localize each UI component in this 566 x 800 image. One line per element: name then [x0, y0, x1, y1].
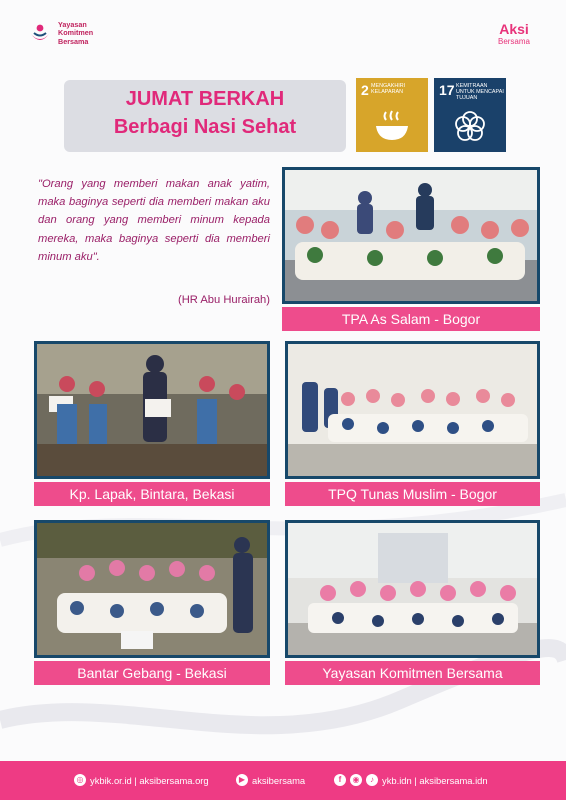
- hadith-quote: "Orang yang memberi makan anak yatim, maka baginya seperti dia memberi makan aku dan orang yang memberi minum kepada mereka, maka baginya seperti dia memberi minum aku".: [38, 178, 270, 263]
- footer-bar: [0, 761, 566, 800]
- caption-tpq-tunas-muslim: TPQ Tunas Muslim - Bogor: [285, 482, 540, 506]
- title-sub: Berbagi Nasi Sehat: [113, 116, 297, 138]
- flower-rings-icon: [450, 106, 490, 146]
- photo-yayasan-komitmen-bersama: [285, 520, 540, 658]
- globe-icon: ◎: [74, 774, 86, 786]
- logo-line-1: Yayasan: [58, 20, 87, 29]
- caption-yayasan-komitmen-bersama: Yayasan Komitmen Bersama: [285, 661, 540, 685]
- logo-line-3: Bersama: [58, 36, 89, 46]
- youtube-icon: ▶: [236, 774, 248, 786]
- tiktok-icon: ♪: [366, 774, 378, 786]
- sdg-2-number: 2: [361, 82, 369, 98]
- footer-social-text: ykb.idn | aksibersama.idn: [382, 774, 488, 786]
- photo-tpq-tunas-muslim: [285, 341, 540, 479]
- photo-tpa-as-salam: [282, 167, 540, 304]
- photo-bantar-gebang: [34, 520, 270, 658]
- quote-source: (HR Abu Hurairah): [177, 294, 270, 306]
- footer-social[interactable]: [334, 774, 488, 786]
- sdg-2-badge: [356, 78, 428, 152]
- soup-bowl-icon: [372, 106, 412, 146]
- ykb-logo: [28, 20, 138, 48]
- aksi-logo-top: Aksi: [499, 21, 529, 37]
- title-main: JUMAT BERKAH: [125, 88, 285, 110]
- caption-bantar-gebang: Bantar Gebang - Bekasi: [34, 661, 270, 685]
- heart-hands-icon: [28, 22, 52, 46]
- aksi-bersama-logo: [488, 22, 540, 48]
- title-banner: [64, 80, 346, 152]
- sdg-17-badge: [434, 78, 506, 152]
- logo-text: [58, 21, 93, 46]
- photo-kp-lapak: [34, 341, 270, 479]
- footer-youtube[interactable]: [236, 774, 305, 786]
- sdg-17-number: 17: [439, 82, 455, 98]
- instagram-icon: ◉: [350, 774, 362, 786]
- caption-tpa-as-salam: TPA As Salam - Bogor: [282, 307, 540, 331]
- facebook-icon: f: [334, 774, 346, 786]
- sdg-17-label: KEMITRAAN UNTUK MENCAPAI TUJUAN: [456, 83, 504, 101]
- logo-line-2: Komitmen: [58, 28, 94, 38]
- footer-web-text: ykbik.or.id | aksibersama.org: [90, 774, 209, 786]
- footer-web[interactable]: [74, 774, 209, 786]
- caption-kp-lapak: Kp. Lapak, Bintara, Bekasi: [34, 482, 270, 506]
- footer-youtube-text: aksibersama: [252, 774, 306, 786]
- aksi-logo-bottom: Bersama: [497, 37, 530, 46]
- sdg-2-label: MENGAKHIRI KELAPARAN: [371, 83, 406, 95]
